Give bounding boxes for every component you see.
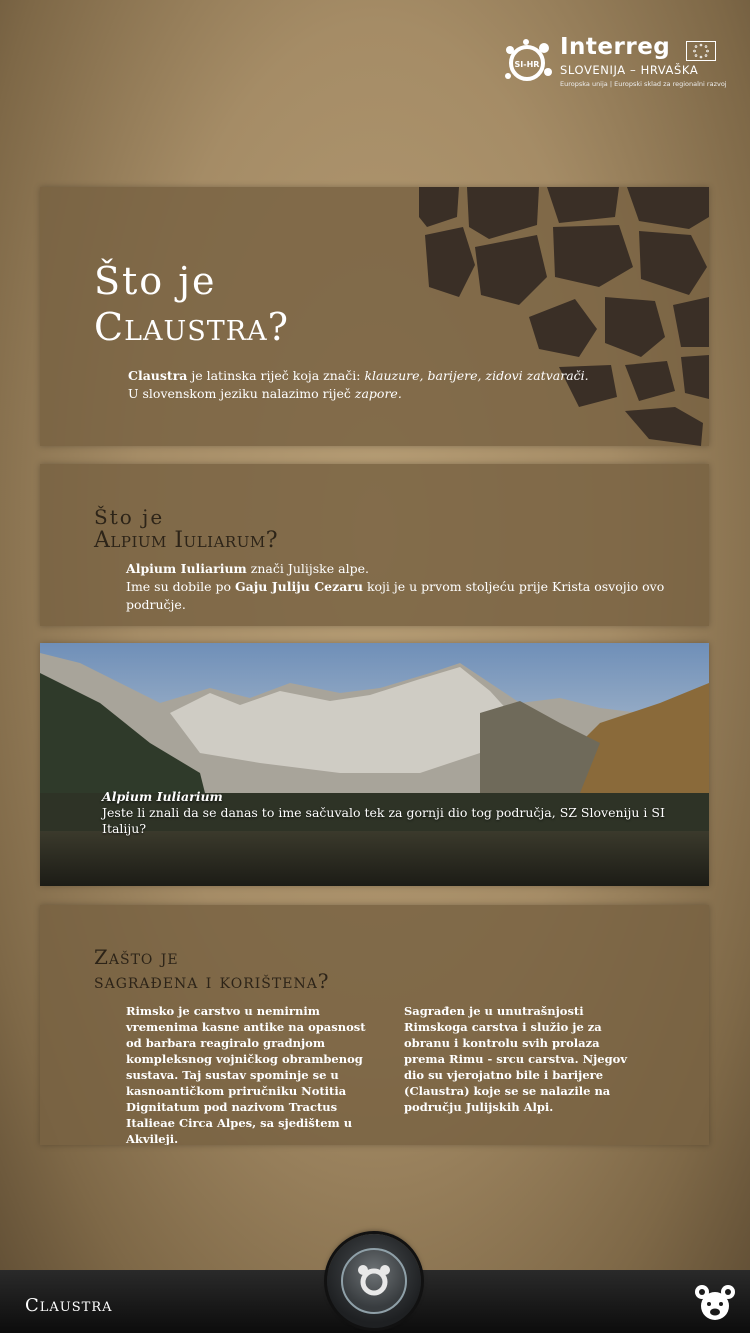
home-button[interactable] [327, 1234, 421, 1328]
why-built-column-2: Sagrađen je u unutrašnjosti Rimskoga carstva i služio je za obranu i kontrolu svih prolaza prema Rimu - srcu carstva. Njegov dio su vjerojatno bile i barijere (Claustra) koje se se nalazile na području Julijskih Alpi. [404, 1004, 627, 1114]
what-is-claustra-panel [40, 187, 709, 446]
section-title-line1: Što je [94, 505, 165, 529]
claustra-text2-italic: zapore. [354, 386, 402, 401]
alpium-term: Alpium Iuliarium [126, 561, 247, 576]
logo-badge: SI-HR [514, 60, 540, 69]
alpium-text2-end: koji je u prvom stoljeću prije Krista osvojio ovo područje. [126, 579, 665, 612]
bottom-navigation-bar [0, 1270, 750, 1333]
claustra-text2: U slovenskom jeziku nalazimo riječ [128, 386, 355, 401]
caption-title: Alpium Iuliarium [102, 789, 223, 804]
section-title-line1: Zašto je [94, 945, 179, 969]
interreg-logo [500, 34, 727, 94]
alpium-text2-start: Ime su dobile po [126, 579, 235, 594]
logo-subtitle: SLOVENIJA – HRVAŠKA [560, 63, 699, 77]
claustra-text1-italic: klauzure, barijere, zidovi zatvarači. [364, 368, 589, 383]
logo-name: Interreg [560, 34, 671, 60]
alpium-iuliarum-panel [40, 464, 709, 626]
section-title-line2: sagrađena i korištena? [94, 969, 330, 993]
caption-text: Jeste li znali da se danas to ime sačuvalo tek za gornji dio tog područja, SZ Sloveniju i SI Italiju? [102, 805, 665, 836]
eu-flag-icon [686, 41, 716, 61]
claustra-text1: je latinska riječ koja znači: [187, 368, 365, 383]
interreg-mark-icon [500, 38, 555, 88]
alpium-description [126, 560, 709, 614]
section-title-line2: Claustra? [94, 305, 289, 349]
mountain-landscape-image [40, 643, 709, 886]
stone-wall-graphic [419, 187, 709, 446]
bear-icon[interactable] [694, 1283, 736, 1323]
alpium-text2-bold: Gaju Juliju Cezaru [235, 579, 363, 594]
why-built-column-1: Rimsko je carstvo u nemirnim vremenima kasne antike na opasnost od barbara reagiralo gradnjom kompleksnog vojničkog obrambenog sustava. Taj sustav spominje se u kasnoantičkom priručniku Notitia Dignitatum pod nazivom Tractus Italieae Circa Alpes, sa sjedištem u Akvileji. [126, 1004, 366, 1145]
section-title-line2: Alpium Iuliarum? [94, 528, 279, 553]
claustra-term: Claustra [128, 368, 188, 383]
why-built-panel [40, 905, 709, 1145]
logo-tagline: Europska unija | Europski sklad za regionalni razvoj [560, 80, 727, 88]
photo-caption [102, 789, 709, 837]
section-title-line1: Što je [94, 259, 217, 303]
app-brand: Claustra [25, 1295, 113, 1316]
claustra-description [128, 367, 589, 403]
alpium-text1: znači Julijske alpe. [246, 561, 369, 576]
bear-head-icon [341, 1248, 407, 1314]
julian-alps-photo-panel [40, 643, 709, 886]
